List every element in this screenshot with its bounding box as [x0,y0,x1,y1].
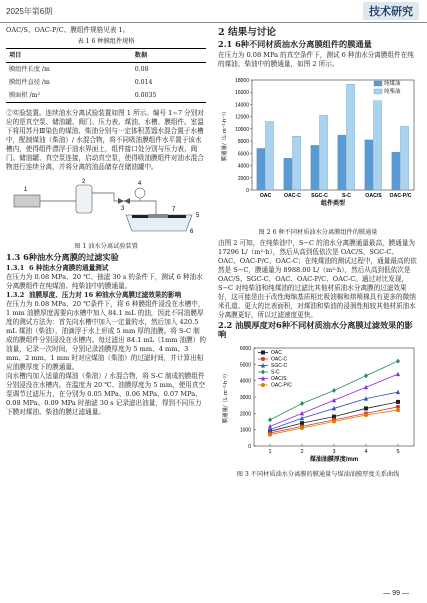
table-header: 数据 [132,49,206,63]
table-cell: 膜组件长度 /m [9,66,50,73]
bar [338,135,346,190]
figure-3 [218,342,418,467]
data-point [396,390,400,395]
left-column [6,26,206,417]
x-tick-label: OAC-C [283,193,302,199]
data-point [364,406,368,410]
legend-label: SGC-C [271,363,288,369]
table-header: 项目 [6,49,132,63]
fig3-caption: 图 3 不同材质油水分离膜的膜通量与煤油油膜厚度关系曲线 [236,471,400,478]
para-apparatus: ②实验装置。连续油水分离试验装置如图 1 所示。编号 1~7 分别对应的是真空泵、储油罐、阀门、压力表、煤油、水槽、膜组件。室温下将用苏丹Ⅲ染色的煤油、柴油分别与一定体积蒸馏水混合置于水槽中，配制煤油（柴油）/ 水混合物，将不同吸油膜组件水平置于该水槽内，使得组件漂浮于油水界面上，组件接口处分别与压力表、阀门、储油罐、真空泵连接，启动真空泵，使得吸油膜组件对油水混合物进行连续分离，并将分离的油品储存在储油罐中。 [6,109,204,171]
legend-label: S-C [271,369,280,376]
fig1-label: 6 [190,229,194,235]
spec-table [6,48,206,103]
legend-swatch [374,89,382,94]
fig1-label: 1 [24,187,28,193]
data-point [332,388,336,393]
valve [118,198,124,204]
table-cell: 0.014 [134,79,153,86]
data-point [261,351,265,355]
x-tick-label: OAC-P/C [389,193,412,199]
legend-label: 纯煤油 [384,81,401,87]
table-row [6,89,206,103]
fig1-label: 7 [172,207,176,213]
figure-2 [218,72,418,225]
oil-tank [76,185,92,213]
para-pressure: 向水槽内加入适量的煤油（柴油）/ 水混合物，将 S-C 制成的膜组件分别浸没在水槽内。在温度为 20 ℃、油膜厚度为 5 mm，使用真空泵调节过滤压力，在分别为 0.05 MPa、0.06 MPa、0.07 MPa、0.08 MPa、0.09 MPa 时抽滤 30 s 记录滤出油量，得到不同压力下膜对煤油、柴油的膜过滤通量。 [6,372,206,416]
para-results-intro: 在压力为 0.08 MPa 的真空条件下，测试 6 种油水分离膜组件在纯的煤油、柴油中的膜通量，如图 2 所示。 [218,51,414,68]
y-tick-label: 18000 [235,78,249,84]
fig2-caption: 图 2 6 种不同材质油水分离膜组件的膜通量 [258,229,378,236]
table-cell: 0.0035 [132,89,206,103]
legend-label: OAC/S [271,376,287,382]
legend-swatch [374,81,382,86]
y-tick-label: 14000 [235,102,249,109]
bar [320,115,328,190]
x-tick-label: 2 [300,449,304,455]
bar [293,136,301,190]
legend-label: OAC-C [271,356,288,363]
y-tick-label: 4000 [237,163,249,170]
bar [365,140,373,190]
bar [311,145,319,190]
section-2-2: 2.2 油膜厚度对6种不同材质油水分离膜过滤效果的影响 [218,320,413,339]
y-tick-label: 1000 [239,427,251,434]
section-1-3-1: 1.3.1 6 种油水分离膜的通量测试 [6,264,109,272]
pressure-gauge [135,188,145,198]
fig1-label: 5 [196,213,200,219]
x-tick-label: OAC [259,193,272,199]
issue-label: 2025年第6期 [6,7,53,16]
legend-label: OAC-P/C [271,382,292,389]
data-point [396,400,400,404]
table-row [6,76,206,89]
x-tick-label: 5 [396,449,400,455]
y-tick-label: 4000 [239,378,251,385]
bar [392,152,400,190]
data-point [261,357,265,361]
bar [374,101,382,190]
section-label: 技术研究 [363,2,419,20]
y-tick-label: 16000 [235,90,249,97]
y-tick-label: 2000 [239,411,251,418]
data-point [364,413,368,417]
para-thickness: 在压力为 0.08 MPa、20 ℃条件下，将 6 种膜组件浸没在水槽中，1 mm 油膜厚度需要向水槽中加入 84.1 mL 的油，因此不同油膜厚度的测试方法为：首先向水槽中加入一定量的水，然后加入 420.5 mL 煤油（柴油），油滴浮于水上形成 5 mm 厚的油膜。将 S-C 制成的膜组件分别浸没在水槽内。每过滤出 84.1 mL（1mm 油膜）的油量，记录一次时间，分别记录油膜厚度为 5 mm、4 mm、3 mm、2 mm、1 mm 时对应煤油（柴油）的过滤时间，并计算出相应油膜厚度下的膜通量。 [6,300,206,371]
legend-label: 纯柴油 [384,89,401,95]
vacuum-pump [14,195,40,207]
data-point [332,420,336,424]
legend-label: OAC [271,350,282,356]
y-tick-label: 5000 [239,362,251,369]
x-axis-label: 煤油油膜厚度/mm [309,457,359,463]
fig1-caption: 图 1 油水分离试验装置 [74,243,138,250]
x-tick-label: 1 [268,449,272,455]
section-2: 2 结果与讨论 [218,27,276,38]
x-axis-label: 组件类型 [320,201,346,207]
y-tick-label: 3000 [239,395,251,401]
membrane-module [148,214,168,218]
fig1-label: 3 [121,206,125,212]
bar [347,84,355,190]
y-tick-label: 2000 [237,175,249,182]
data-point [268,417,272,422]
data-point [268,433,272,437]
para-flux-test: 在压力为 0.08 MPa、20 ℃、抽滤 30 s 的条件下，测试 6 种油水分离膜组件在纯煤油、纯柴油中的膜通量。 [6,273,203,290]
fig1-label: 2 [82,179,86,185]
y-tick-label: 10000 [235,126,249,133]
bar [266,122,274,190]
apparatus-diagram [6,175,206,239]
table1-title: 表 1 6 种膜组件规格 [77,38,135,45]
line-chart [218,342,418,464]
table-cell: 0.08 [134,66,149,73]
y-tick-label: 12000 [235,114,249,121]
intro-text: OAC/S、OAC-P/C、膜组件规格见表 1。 [6,26,130,34]
x-tick-label: S-C [342,193,351,199]
data-point [396,408,400,412]
x-tick-label: OAC/S [365,193,382,199]
x-tick-label: 3 [332,449,336,455]
table-row [6,63,206,77]
y-tick-label: 6000 [237,151,249,158]
data-point [300,401,304,406]
y-axis-label: 膜通量/（L·m⁻²·h⁻¹） [223,370,229,424]
bar [284,158,292,190]
data-point [396,372,400,377]
data-point [300,426,304,430]
section-1-3-2: 1.3.2 油膜厚度、压力对 16 种油水分离膜过滤效果的影响 [6,291,182,299]
y-tick-label: 8000 [237,139,249,146]
figure-1 [6,175,206,239]
y-tick-label: 0 [246,188,249,194]
data-point [396,359,400,364]
x-tick-label: 4 [364,449,368,455]
section-1-3: 1.3 6种油水分离膜的过滤实验 [6,252,119,262]
bar [257,148,265,190]
right-column [218,26,418,481]
table-cell: 膜面积 /m² [6,89,132,103]
para-discussion: 由图 2 可知，在纯柴油中，S−C 的油水分离膜通量最高，膜通量为 17296 L/（m²·h），然后从高到低依次是 OAC/S、SGC-C、OAC、OAC-P/C、OAC-C；在纯煤油的测试过程中，通量最高的依然是 S−C，膜通量为 8988.00 L/（m²·h），然后从高到低依次是 OAC/S、SGC-C、OAC、OAC-P/C、OAC-C。通过对比发现，S−C 对纯柴油和纯煤油的过滤比其他材质油水分离膜的过滤效果好，这可能是由于改性海绵基质相比吸油棉和熔喷棉具有更多的微纳米孔道、更大的比表面积，对煤油和柴油的浸润性相较其他材质油水分离膜更好，所以过滤速度更快。 [218,239,418,319]
data-point [261,370,265,375]
page-header [0,0,427,23]
y-axis-label: 膜通量/（L·m⁻²·h⁻¹） [222,108,228,162]
bar [401,126,409,190]
data-point [364,373,368,378]
y-tick-label: 0 [248,444,251,450]
table-cell: 膜组件直径 /m [9,79,50,86]
y-tick-label: 6000 [239,346,251,352]
section-2-1: 2.1 6种不同材质油水分离膜组件的膜通量 [218,39,372,49]
page-number: — 99 — [383,590,409,597]
x-tick-label: SGC-C [311,193,328,199]
plot-frame [252,80,414,190]
bar-chart [218,72,418,222]
fig1-label: 4 [138,181,142,187]
data-point [261,383,265,387]
